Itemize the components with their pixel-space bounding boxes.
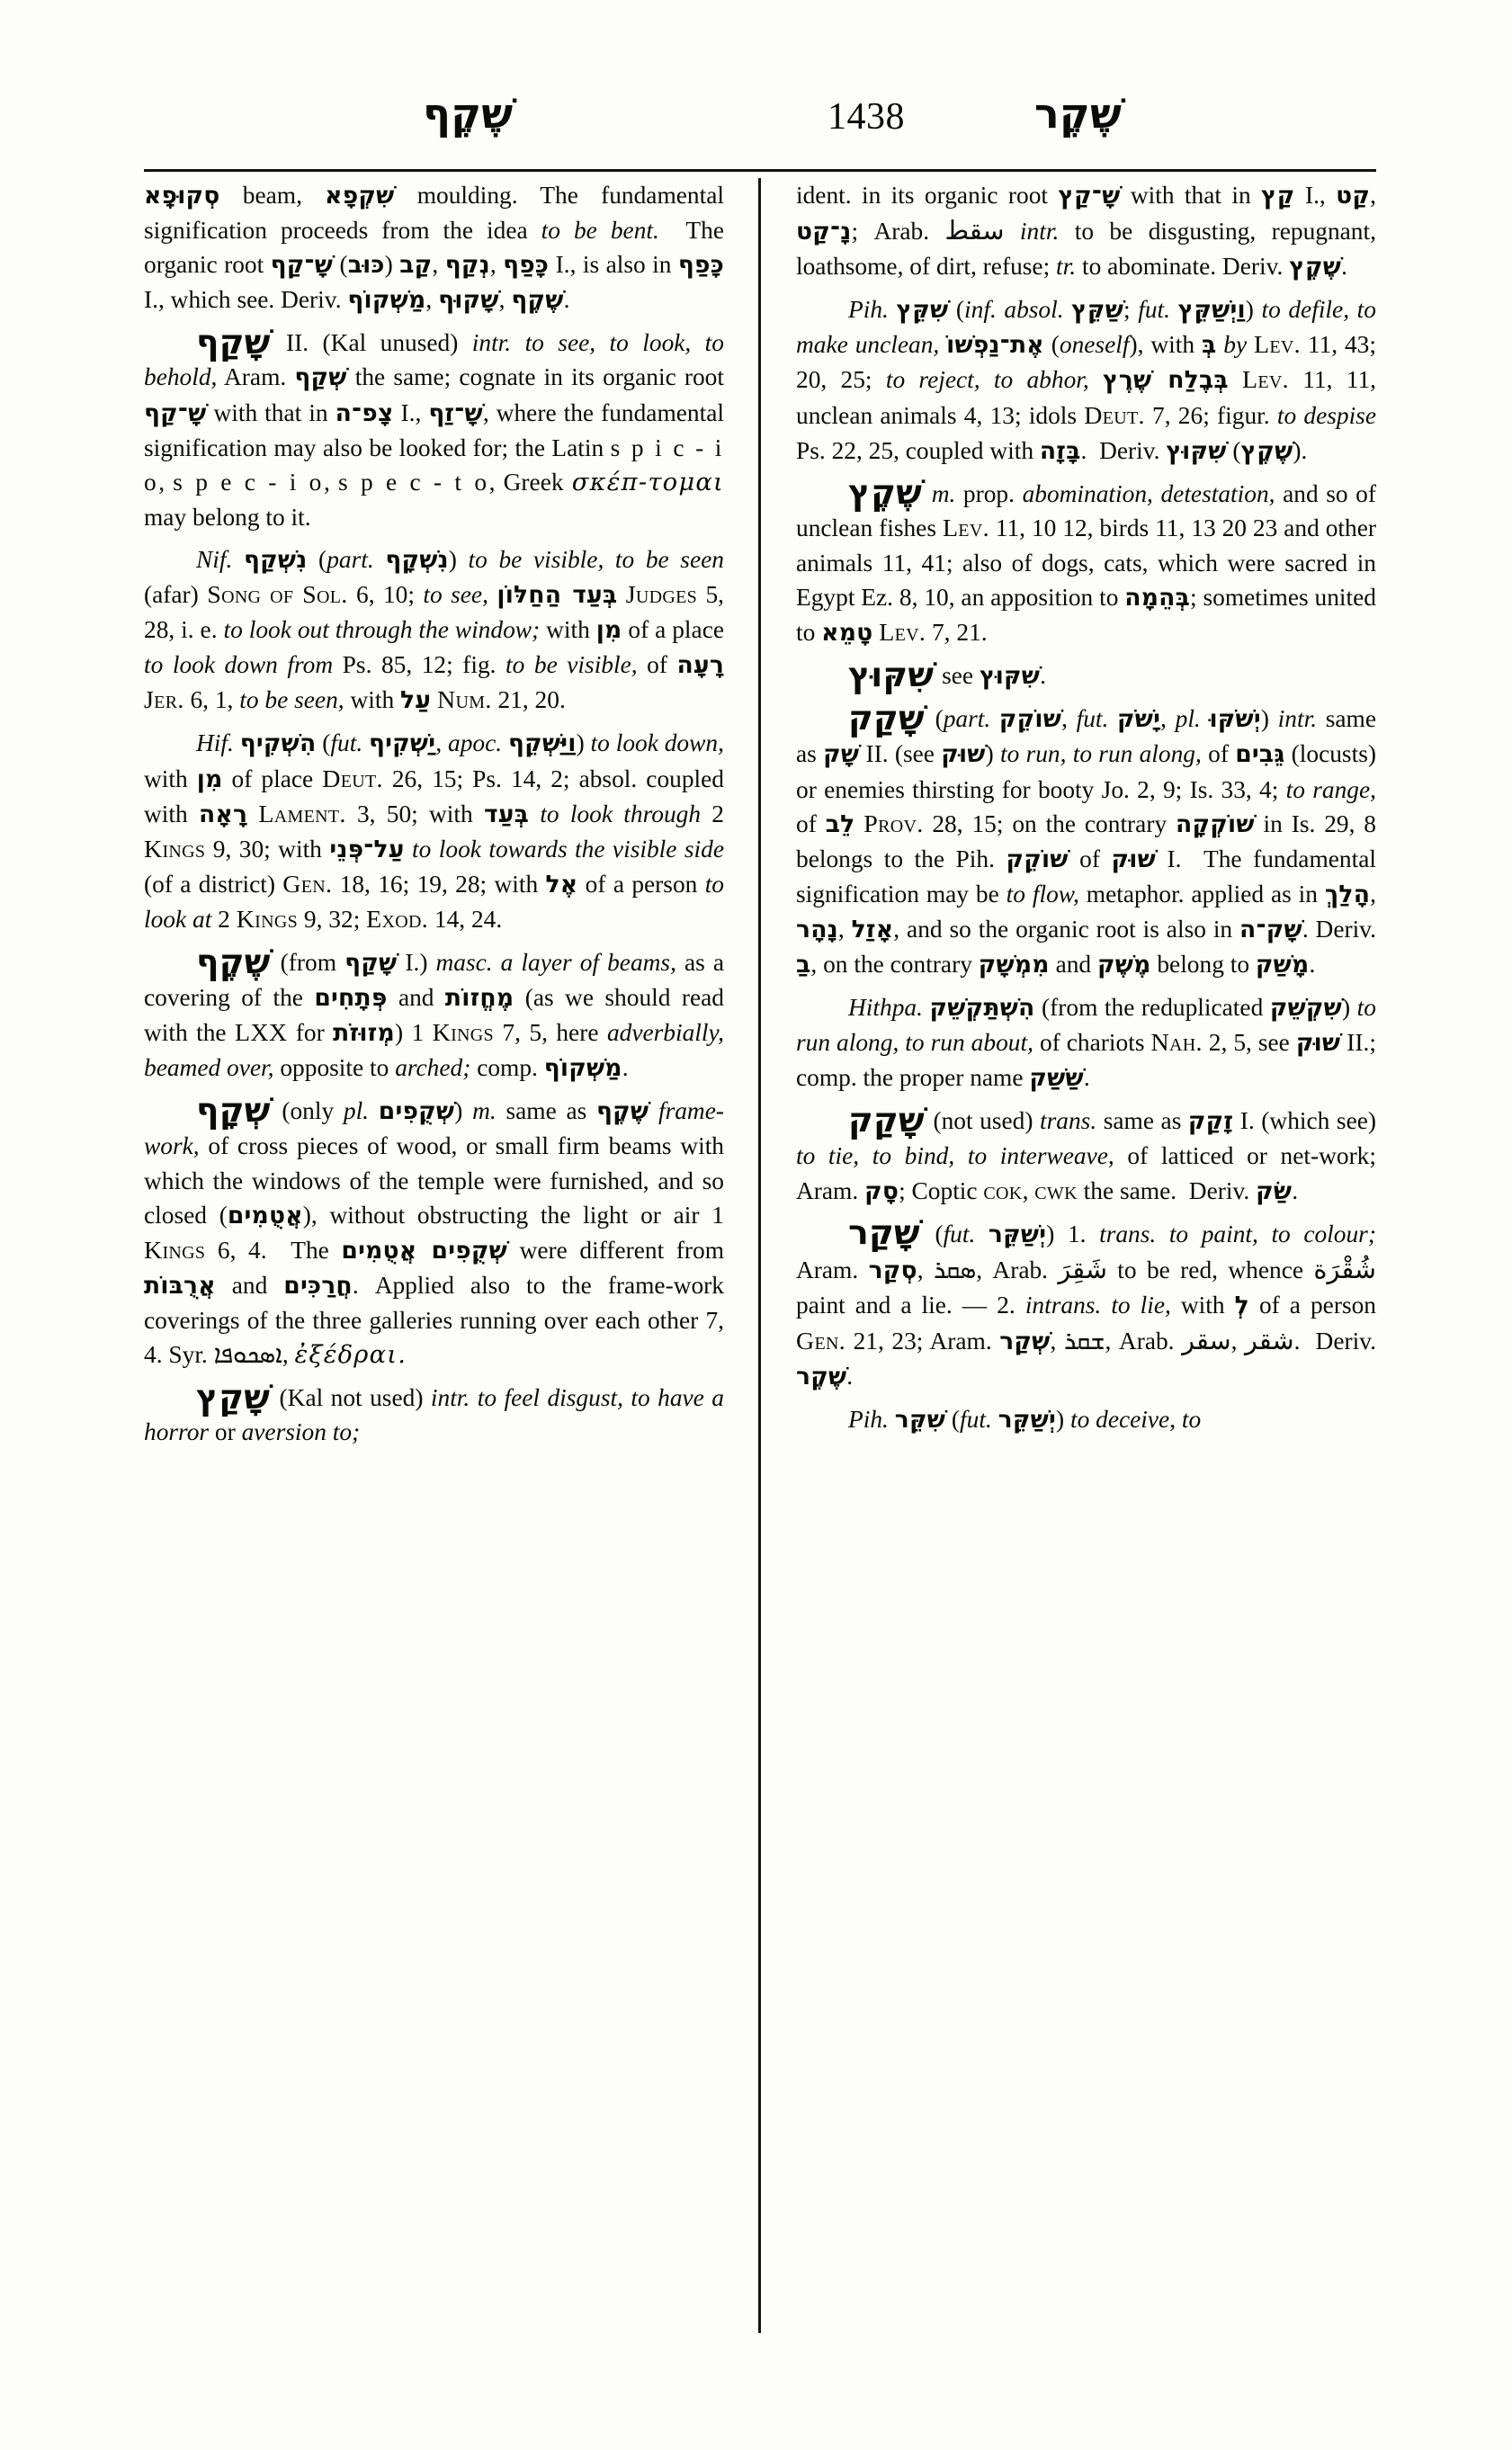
- page-number: 1438: [828, 96, 905, 138]
- right-column: [796, 178, 1376, 2364]
- entry-shaqats: שָׁקַץ (Kal not used) intr. to feel disgust, to have a horror or aversion to;: [144, 1376, 724, 1446]
- body-columns: [144, 178, 1376, 2364]
- entry-sheqets: שֶׁקֶץ m. prop. abomination, detestation, and so of unclean fishes Lev. 11, 10 12, birds 11, 13 20 23 and other animals 11, 41; also of dogs, cats, which were sacred in Egypt Ez. 8, 10, an apposition to בְּהֵמָה; sometimes united to טָמֵא Lev. 7, 21.: [796, 472, 1376, 648]
- form-nifal: Nif. נִשְׁקַף (part. נִשְׁקָף) to be visible, to be seen (afar) Song of Sol. 6, 10; to see, בְּעַד הַחַלּוֹן Judges 5, 28, i. e. to look out through the window; with מִן of a place to look down from Ps. 85, 12; fig. to be visible, of רָעָה Jer. 6, 1, to be seen, with עַל Num. 21, 20.: [144, 545, 725, 715]
- form-hithpael: Hithpa. הִשְׁתַּקְשֵׁק (from the reduplicated שִׁקְשֵׁק) to run along, to run about, of chariots Nah. 2, 5, see שׁוּק II.; comp. the proper name שַׁשַׁק.: [796, 994, 1376, 1093]
- entry-shaqaph-II: שָׁקַף II. (Kal unused) intr. to see, to look, to behold, Aram. שְׁקַף the same; cognate in its organic root שָׁ־קַף with that in צָפ־ה I., שָׁ־זַף, where the fundamental signification may also be looked for; the Latin s p i c - i o, s p e c - i o, s p e c - t o, Greek σκέπ-τομαι may belong to it.: [144, 322, 724, 531]
- crossref-shiqquts: שִׁקּוּץ see שִׁקּוּץ.: [848, 654, 1046, 694]
- entry-sheqeph: שֶׁקֶף (from שָׁקַף I.) masc. a layer of beams, as a covering of the פְּתָחִים and מֶחֱזוֹת (as we should read with the LXX for מְזוּזֹת) 1 Kings 7, 5, here adverbially, beamed over, opposite to arched; comp. מַשְׁקוֹף.: [144, 941, 725, 1083]
- form-piel-shiqqer: Pih. שִׁקֵּר (fut. יְשַׁקֵּר) to deceive, to: [848, 1406, 1202, 1435]
- header-rule: [144, 169, 1376, 172]
- left-column: [144, 178, 724, 2364]
- entry-sheqaphim: שְׁקָף (only pl. שְׁקֻפִים) m. same as שֶׁקֶף frame-work, of cross pieces of wood, or small firm beams with which the windows of the temple were furnished, and so closed (אֲטֻמִים), without obstructing the light or air 1 Kings 6, 4. The שְׁקֻפִים אֲטֻמִים were different from אֲרֻבּוֹת and חֲרַכִּים. Applied also to the frame-work coverings of the three galleries running over each other 7, 4. Syr. ܐܣܟܘܦܐ, ἐξέδραι.: [144, 1089, 724, 1369]
- form-piel-shiqqets: Pih. שִׁקֵּץ (inf. absol. שַׁקֵּץ; fut. וַיְשַׁקֵּץ) to defile, to make unclean, אֶת־נַפְשׁוֹ (oneself), with בְּ by Lev. 11, 43; 20, 25; to reject, to abhor, בְּבֶלַח שֶׁרֶץ Lev. 11, 11, unclean animals 4, 13; idols Deut. 7, 26; figur. to despise Ps. 22, 25, coupled with בָּזָה. Deriv. שִׁקּוּץ (שֶׁקֶץ).: [796, 296, 1377, 465]
- entry-shaqaq: שָׁקַק (part. שׁוֹקֵק, fut. יָשֹׁק, pl. יְשֹׁקּוּ) intr. same as שָׁק II. (see שׁוּק) to run, to run along, of גֵּבִים (locusts) or enemies thirsting for booty Jo. 2, 9; Is. 33, 4; to range, of לֵב Prov. 28, 15; on the contrary שׁוֹקְקָה in Is. 29, 8 belongs to the Pih. שׁוֹקֵק of שׁוּק I. The fundamental signification may be to flow, metaphor. applied as in הָלַךְ, נָהָר, אָזַל, and so the organic root is also in שָׁק־ה. Deriv. בַ, on the contrary מִמְשָׁק and מֶשֶׁק belong to מָשַׁק.: [796, 697, 1376, 979]
- continuation-shaqats: ident. in its organic root שָׁ־קַץ with that in קַץ I., קַט, נָ־קַט; Arab. سقط intr. to be disgusting, repugnant, loathsome, of dirt, refuse; tr. to abominate. Deriv. שֶׁקֶץ.: [796, 182, 1376, 282]
- running-head: [144, 86, 1376, 169]
- column-divider-rule: [758, 178, 761, 2333]
- continuation-sekupha: סְקוּפְָא beam, שִׁקְפָא moulding. The fundamental signification proceeds from the idea to be bent. The organic root שָׁ־קַף (כּוּב) קַב, נְקַף, כָּפַף I., is also in כָּפַף I., which see. Deriv. מַשְׁקוֹף, שָׁקוּף, שֶׁקֶף.: [144, 182, 724, 315]
- running-head-left-word: שֶׁקֶף: [423, 89, 514, 138]
- form-hifil: Hif. הִשְׁקִיף (fut. יַשְׁקִיף, apoc. וַיַּשְׁקֵף) to look down, with מִן of place Deut. 26, 15; Ps. 14, 2; absol. coupled with רָאָה Lament. 3, 50; with בְּעַד to look through 2 Kings 9, 30; with עַל־פְּנֵי to look towards the visible side (of a district) Gen. 18, 16; 19, 28; with אֶל of a person to look at 2 Kings 9, 32; Exod. 14, 24.: [144, 729, 725, 934]
- entry-shaqaq-not-used: שָׁקַק (not used) trans. same as זָקַק I. (which see) to tie, to bind, to interweave, of latticed or net-work; Aram. סָק; Coptic cok, cwk the same. Deriv. שַׂק.: [796, 1099, 1377, 1205]
- running-head-right-word: שֶׁקֶר: [1034, 89, 1123, 138]
- entry-shaqar: שָׁקַר (fut. יְשַׁקֵּר) 1. trans. to paint, to colour; Aram. סְקַר, ܣܩܪ, Arab. شَقِرَ to be red, whence شُقْرَة paint and a lie. — 2. intrans. to lie, with לְ of a person Gen. 21, 23; Aram. שְׁקַר, ܫܩܪ, Arab. سقر, شقر. Deriv. שֶׁקֶר.: [796, 1212, 1377, 1390]
